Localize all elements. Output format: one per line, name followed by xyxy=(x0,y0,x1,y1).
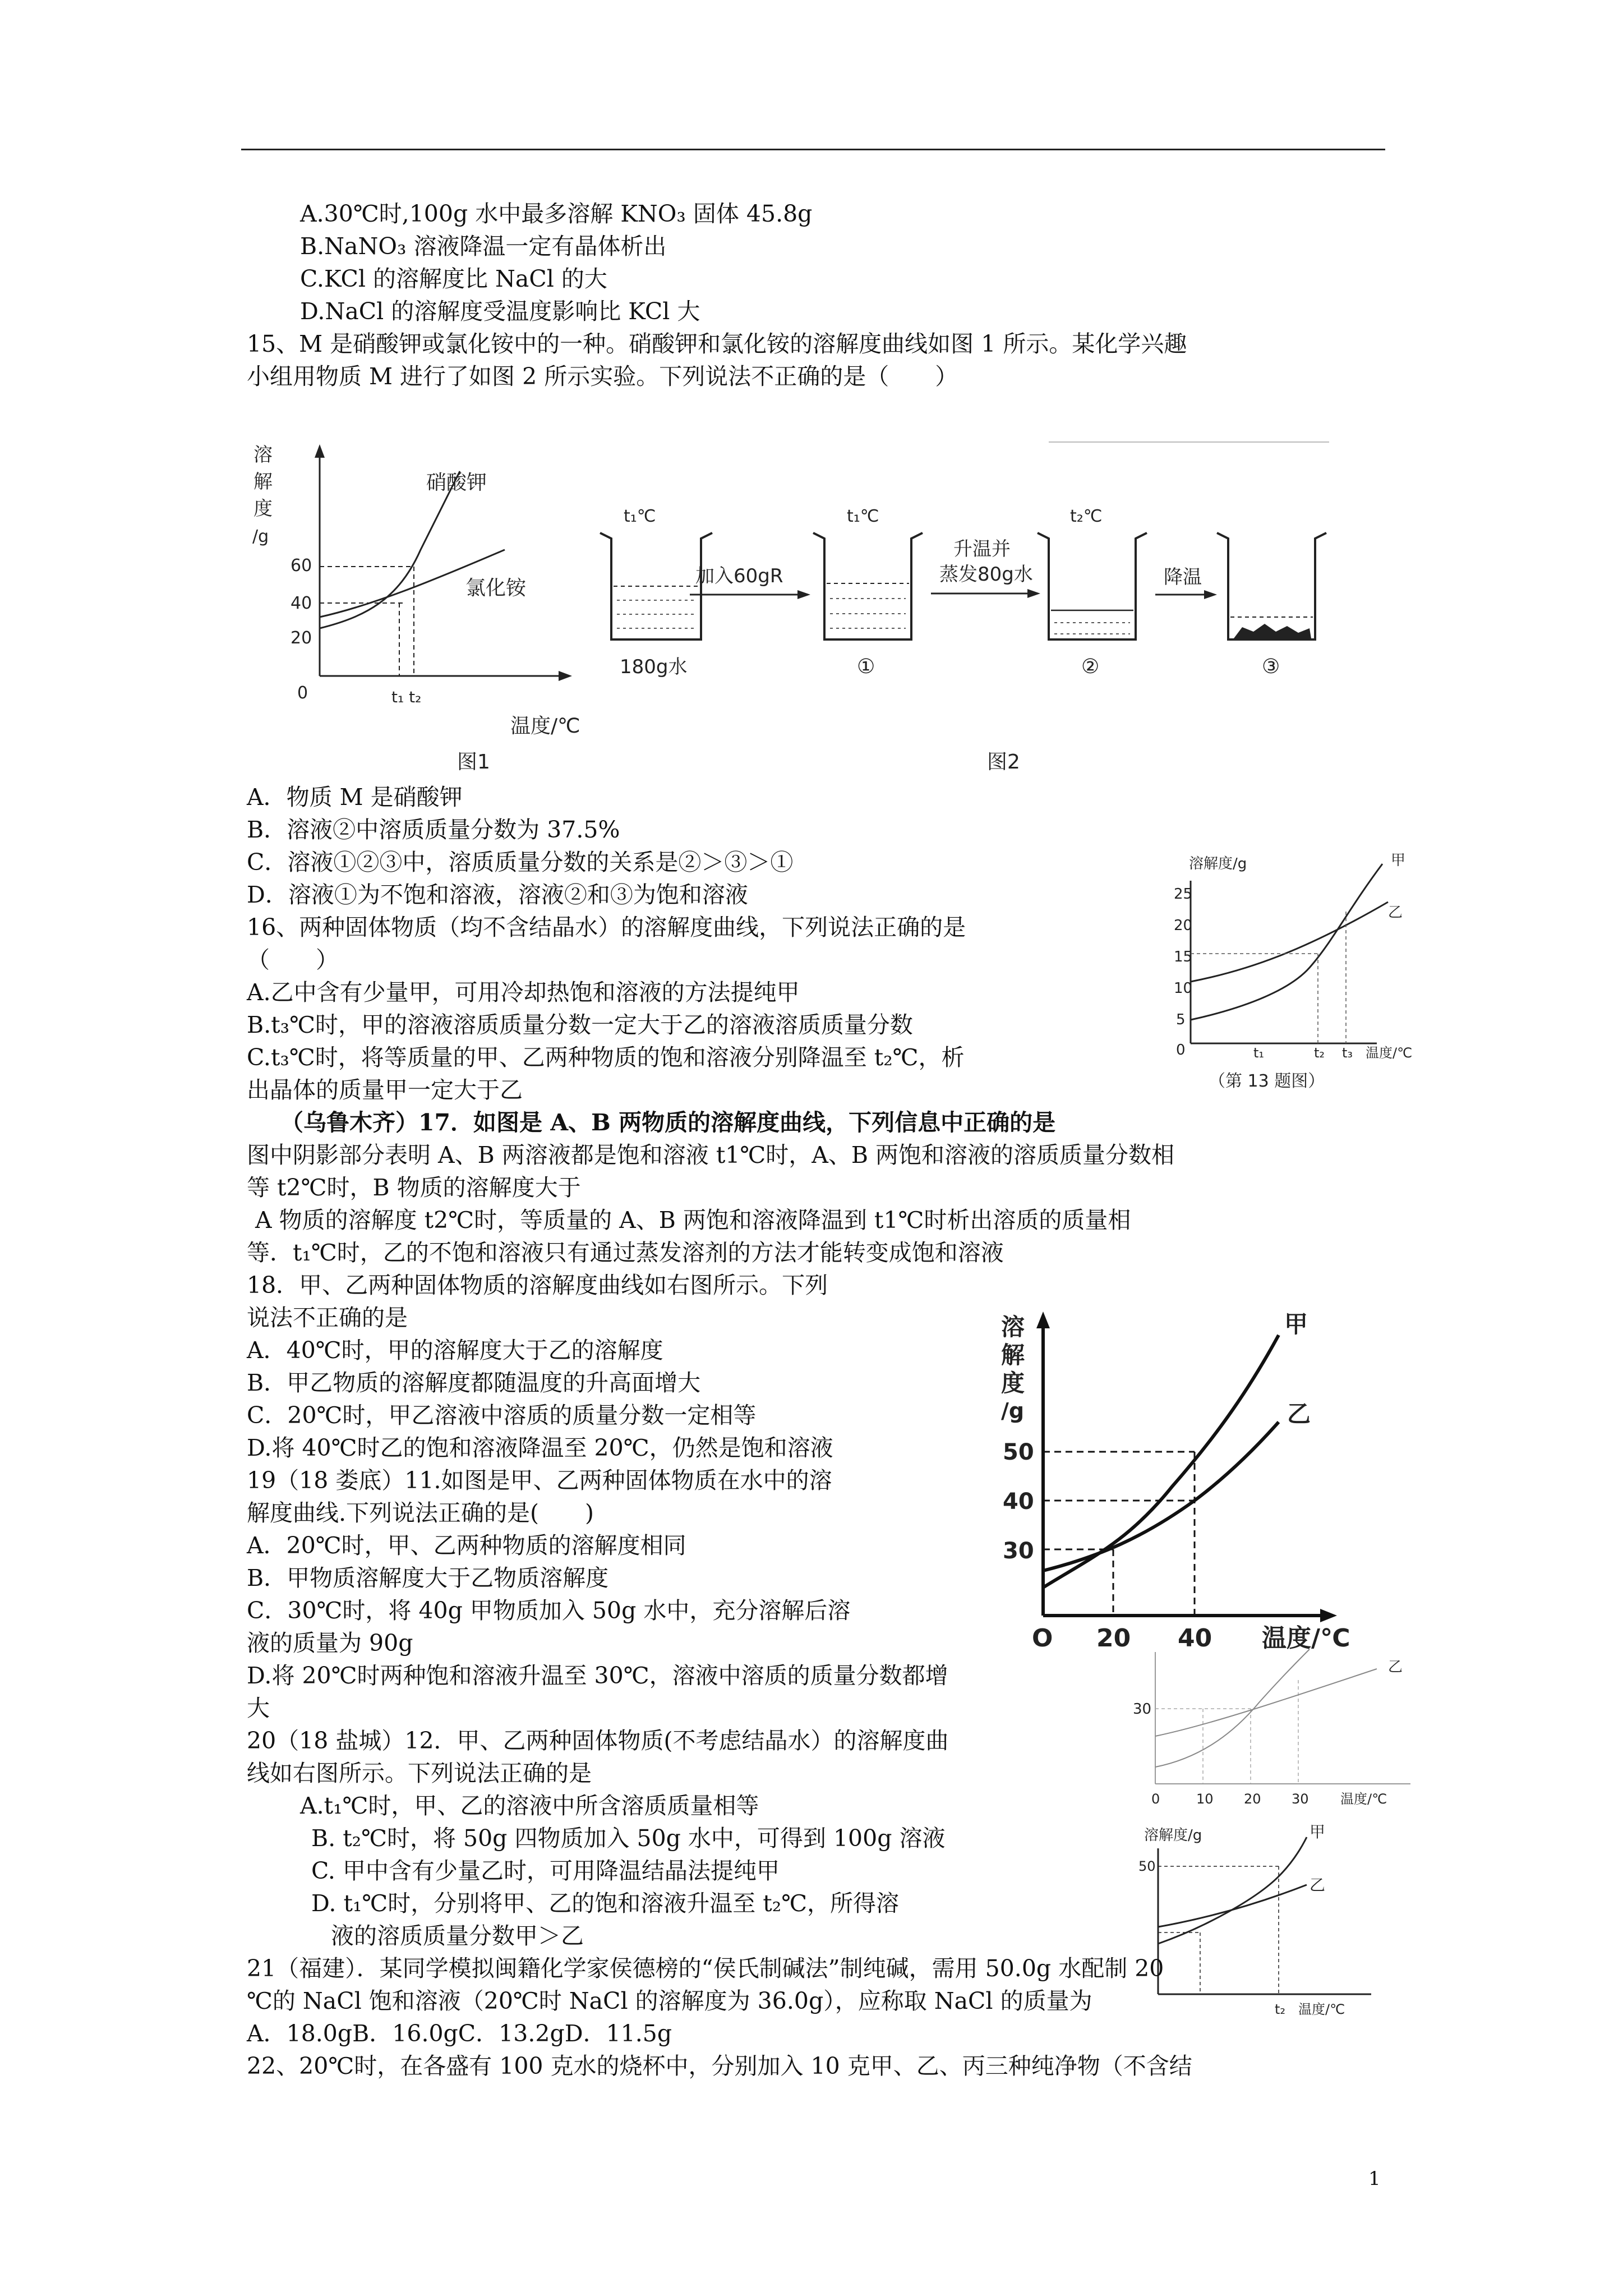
fig1-xlabel: 温度/℃ xyxy=(510,715,580,738)
option-a: A.30℃时,100g 水中最多溶解 KNO₃ 固体 45.8g xyxy=(300,200,813,227)
figure-5-solubility-curve xyxy=(1130,1646,1416,1815)
q21-stem-2: ℃的 NaCl 饱和溶液（20℃时 NaCl 的溶解度为 36.0g），应称取 NaCl 的质量为 xyxy=(247,1987,1092,2014)
fig4-label-jia: 甲 xyxy=(1284,1310,1308,1338)
fig1-curve-kno3 xyxy=(320,471,460,628)
fig4-label-yi: 乙 xyxy=(1287,1400,1311,1428)
fig6-ylabel: 溶解度/g xyxy=(1144,1827,1202,1844)
fig1-ylabel-4: /g xyxy=(252,527,269,546)
q22-stem: 22、20℃时，在各盛有 100 克水的烧杯中，分别加入 10 克甲、乙、丙三种纯净物（不含结 xyxy=(247,2053,1192,2079)
q17-line-1: 图中阴影部分表明 A、B 两溶液都是饱和溶液 t1℃时，A、B 两饱和溶液的溶质质量分数相 xyxy=(247,1142,1175,1168)
fig6-label-jia: 甲 xyxy=(1310,1823,1326,1841)
q15-option-a: A．物质 M 是硝酸钾 xyxy=(247,784,463,811)
fig3-curve-yi xyxy=(1191,902,1388,982)
fig2-add: 加入60gR xyxy=(695,565,783,587)
q19-stem-2: 解度曲线.下列说法正确的是( ) xyxy=(247,1499,594,1526)
fig1-label-t1t2: t₁ t₂ xyxy=(391,688,422,706)
fig6-ytick-50: 50 xyxy=(1138,1858,1156,1874)
q16-option-c-2: 出晶体的质量甲一定大于乙 xyxy=(247,1076,523,1103)
fig1-ylabel-2: 解 xyxy=(253,471,273,493)
fig2-label-1: ① xyxy=(857,655,875,678)
beaker-2 xyxy=(1038,533,1147,639)
q19-option-c-2: 液的质量为 90g xyxy=(247,1630,413,1657)
q18-option-b: B．甲乙物质的溶解度都随温度的升高面增大 xyxy=(247,1369,701,1396)
q19-option-d: D.将 20℃时两种饱和溶液升温至 30℃，溶液中溶质的质量分数都增 xyxy=(247,1662,948,1689)
fig6-curve-yi xyxy=(1158,1885,1307,1927)
fig4-ylabel-1: 溶 xyxy=(1001,1313,1025,1341)
fig5-xtick-0: 0 xyxy=(1151,1791,1160,1807)
q18-option-a: A．40℃时，甲的溶解度大于乙的溶解度 xyxy=(247,1337,663,1364)
fig3-curve-jia xyxy=(1191,864,1382,1020)
fig1-caption: 图1 xyxy=(457,751,490,774)
option-d: D.NaCl 的溶解度受温度影响比 KCl 大 xyxy=(300,298,700,325)
q19-option-a: A．20℃时，甲、乙两种物质的溶解度相同 xyxy=(247,1532,686,1559)
q17-stem: （乌鲁木齐）17．如图是 A、B 两物质的溶解度曲线，下列信息中正确的是 xyxy=(280,1109,1056,1136)
option-c: C.KCl 的溶解度比 NaCl 的大 xyxy=(300,265,607,292)
fig3-xlabel: 温度/℃ xyxy=(1366,1045,1413,1061)
beaker-3 xyxy=(1217,533,1326,639)
fig2-label-2: ② xyxy=(1081,655,1100,678)
figure-2-experiment xyxy=(589,432,1385,780)
fig5-xlabel: 温度/℃ xyxy=(1340,1791,1387,1807)
fig1-label-kno3: 硝酸钾 xyxy=(426,471,487,494)
fig5-label-yi: 乙 xyxy=(1388,1659,1403,1676)
fig4-ylabel-3: 度 xyxy=(1001,1369,1025,1397)
beaker-1 xyxy=(813,533,923,639)
fig6-curve-jia xyxy=(1158,1837,1307,1944)
fig5-xtick-20: 20 xyxy=(1244,1791,1261,1807)
fig4-xtick-20: 20 xyxy=(1096,1624,1131,1653)
q20-option-d-2: 液的溶质质量分数甲＞乙 xyxy=(331,1922,584,1949)
q19-option-d-2: 大 xyxy=(247,1695,270,1722)
header-rule xyxy=(241,149,1385,150)
q16-option-b: B.t₃℃时，甲的溶液溶质质量分数一定大于乙的溶液溶质质量分数 xyxy=(247,1011,913,1038)
fig2-cool: 降温 xyxy=(1164,566,1202,588)
figure-1-solubility-curve xyxy=(241,432,589,780)
fig2-heat-1: 升温并 xyxy=(953,538,1011,560)
q20-option-d: D. t₁℃时，分别将甲、乙的饱和溶液升温至 t₂℃，所得溶 xyxy=(311,1890,900,1917)
fig1-tick-0: 0 xyxy=(297,683,308,703)
q17-line-2: 等 t2℃时，B 物质的溶解度大于 xyxy=(247,1174,581,1201)
fig2-caption: 图2 xyxy=(987,751,1020,774)
q18-option-d: D.将 40℃时乙的饱和溶液降温至 20℃，仍然是饱和溶液 xyxy=(247,1434,833,1461)
fig4-xtick-0: O xyxy=(1032,1624,1053,1653)
fig6-label-yi: 乙 xyxy=(1310,1876,1326,1894)
q15-option-c: C．溶液①②③中，溶质质量分数的关系是②＞③＞① xyxy=(247,849,794,876)
q19-stem: 19（18 娄底）11.如图是甲、乙两种固体物质在水中的溶 xyxy=(247,1467,832,1494)
q16-stem: 16、两种固体物质（均不含结晶水）的溶解度曲线，下列说法正确的是 xyxy=(247,914,966,941)
fig1-tick-60: 60 xyxy=(291,556,312,576)
q18-option-c: C．20℃时，甲乙溶液中溶质的质量分数一定相等 xyxy=(247,1402,757,1429)
fig1-tick-20: 20 xyxy=(291,628,312,648)
q19-option-b: B．甲物质溶解度大于乙物质溶解度 xyxy=(247,1565,609,1591)
fig3-ytick-5: 5 xyxy=(1176,1011,1186,1028)
page-number: 1 xyxy=(1368,2168,1381,2190)
fig3-ytick-0: 0 xyxy=(1176,1042,1186,1059)
q20-option-b: B. t₂℃时，将 50g 四物质加入 50g 水中，可得到 100g 溶液 xyxy=(311,1825,946,1852)
fig4-xtick-40: 40 xyxy=(1178,1624,1212,1653)
fig6-xlabel: 温度/℃ xyxy=(1298,2001,1345,2017)
fig4-xlabel: 温度/℃ xyxy=(1262,1624,1350,1653)
q20-stem-2: 线如右图所示。下列说法正确的是 xyxy=(247,1760,592,1787)
fig2-t1-a: t₁℃ xyxy=(624,507,656,526)
fig2-water: 180g水 xyxy=(620,656,688,678)
fig5-ytick-30: 30 xyxy=(1133,1701,1152,1718)
fig3-xtick-t2: t₂ xyxy=(1314,1045,1325,1061)
q21-stem: 21（福建）．某同学模拟闽籍化学家侯德榜的“侯氏制碱法”制纯碱，需用 50.0g 水配制 20 xyxy=(247,1955,1164,1982)
figure-4-solubility-curve xyxy=(987,1307,1391,1655)
fig1-ylabel-3: 度 xyxy=(253,498,273,520)
fig3-ylabel: 溶解度/g xyxy=(1189,855,1247,872)
q16-option-c: C.t₃℃时，将等质量的甲、乙两种物质的饱和溶液分别降温至 t₂℃，析 xyxy=(247,1044,965,1071)
option-b: B.NaNO₃ 溶液降温一定有晶体析出 xyxy=(300,233,667,260)
q16-paren: （ ） xyxy=(247,946,339,973)
fig3-ytick-15: 15 xyxy=(1174,949,1193,965)
q21-options: A．18.0gB．16.0gC．13.2gD．11.5g xyxy=(247,2020,672,2047)
q19-option-c: C．30℃时，将 40g 甲物质加入 50g 水中，充分溶解后溶 xyxy=(247,1597,851,1624)
fig3-xtick-t3: t₃ xyxy=(1342,1045,1353,1061)
fig3-label-jia: 甲 xyxy=(1391,852,1406,869)
fig2-heat-2: 蒸发80g水 xyxy=(939,563,1033,586)
q15-option-d: D．溶液①为不饱和溶液，溶液②和③为饱和溶液 xyxy=(247,881,748,908)
figure-6-solubility-curve xyxy=(1138,1815,1391,2022)
fig2-t2: t₂℃ xyxy=(1070,507,1103,526)
q15-option-b: B．溶液②中溶质质量分数为 37.5% xyxy=(247,816,620,843)
fig4-ytick-30: 30 xyxy=(1003,1538,1034,1564)
fig2-label-3: ③ xyxy=(1262,655,1280,678)
q18-stem: 18．甲、乙两种固体物质的溶解度曲线如右图所示。下列 xyxy=(247,1272,828,1299)
fig6-xtick-t2: t₂ xyxy=(1275,2001,1286,2017)
fig4-ytick-40: 40 xyxy=(1003,1489,1034,1515)
fig3-xtick-t1: t₁ xyxy=(1253,1045,1265,1061)
fig5-xtick-10: 10 xyxy=(1196,1791,1214,1807)
fig3-label-yi: 乙 xyxy=(1388,904,1403,921)
q15-stem-2: 小组用物质 M 进行了如图 2 所示实验。下列说法不正确的是（ ） xyxy=(247,363,958,390)
q17-line-4: 等．t₁℃时，乙的不饱和溶液只有通过蒸发溶剂的方法才能转变成饱和溶液 xyxy=(247,1239,1004,1266)
q16-option-a: A.乙中含有少量甲，可用冷却热饱和溶液的方法提纯甲 xyxy=(247,979,800,1006)
fig3-caption: （第 13 题图） xyxy=(1209,1071,1325,1091)
q20-stem: 20（18 盐城）12．甲、乙两种固体物质(不考虑结晶水）的溶解度曲 xyxy=(247,1727,949,1754)
fig1-tick-40: 40 xyxy=(291,593,312,613)
q18-stem-2: 说法不正确的是 xyxy=(247,1304,408,1331)
q17-line-3: A 物质的溶解度 t2℃时，等质量的 A、B 两饱和溶液降温到 t1℃时析出溶质的质量相 xyxy=(255,1207,1131,1234)
fig5-xtick-30: 30 xyxy=(1292,1791,1309,1807)
fig1-ylabel-1: 溶 xyxy=(253,444,273,466)
figure-3-solubility-curve xyxy=(1158,841,1422,1099)
q15-stem: 15、M 是硝酸钾或氯化铵中的一种。硝酸钾和氯化铵的溶解度曲线如图 1 所示。某化学兴趣 xyxy=(247,330,1187,357)
fig2-t1-b: t₁℃ xyxy=(847,507,879,526)
fig3-ytick-20: 20 xyxy=(1174,917,1193,934)
fig4-curve-yi xyxy=(1043,1422,1279,1571)
fig1-label-nh4cl: 氯化铵 xyxy=(465,577,527,600)
q20-option-a: A.t₁℃时，甲、乙的溶液中所含溶质质量相等 xyxy=(300,1792,759,1819)
fig3-ytick-10: 10 xyxy=(1174,980,1193,997)
fig4-ytick-50: 50 xyxy=(1003,1439,1034,1465)
fig4-ylabel-2: 解 xyxy=(1001,1341,1025,1369)
fig4-ylabel-4: /g xyxy=(1001,1398,1025,1423)
fig3-ytick-25: 25 xyxy=(1174,886,1193,903)
q20-option-c: C. 甲中含有少量乙时，可用降温结晶法提纯甲 xyxy=(311,1857,780,1884)
